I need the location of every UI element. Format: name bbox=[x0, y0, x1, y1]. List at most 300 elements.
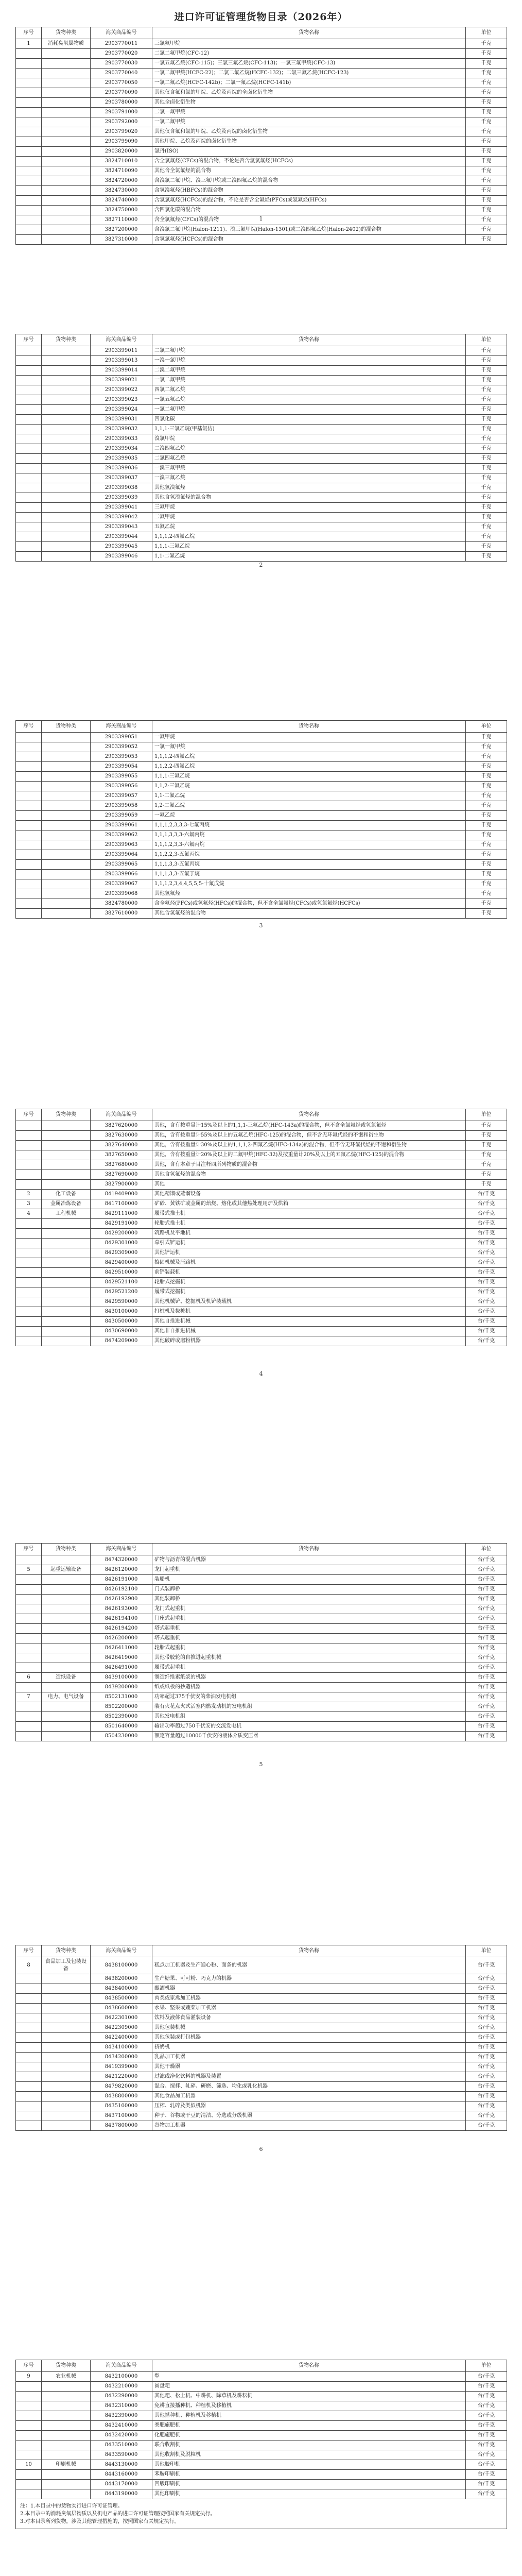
unit-cell: 千克 bbox=[466, 1180, 507, 1190]
column-header: 海关商品编号 bbox=[91, 334, 152, 346]
category-cell bbox=[42, 1278, 91, 1287]
unit-cell: 台/千克 bbox=[466, 1994, 507, 2004]
unit-cell: 台/千克 bbox=[466, 1957, 507, 1974]
hs-code-cell: 8426194200 bbox=[91, 1624, 152, 1634]
seq-cell bbox=[16, 1160, 42, 1170]
unit-cell: 千克 bbox=[466, 909, 507, 919]
seq-cell bbox=[16, 1555, 42, 1565]
table-row bbox=[16, 879, 507, 889]
table-row bbox=[16, 1663, 507, 1673]
category-cell bbox=[42, 1268, 91, 1278]
unit-cell: 千克 bbox=[466, 39, 507, 49]
unit-cell: 千克 bbox=[466, 186, 507, 196]
table-row bbox=[16, 59, 507, 69]
seq-cell bbox=[16, 2033, 42, 2043]
goods-name-cell: 1,1,1,3,3,3-六氟丙烷 bbox=[152, 831, 466, 840]
notes-row bbox=[16, 2499, 507, 2529]
table-row bbox=[16, 2450, 507, 2460]
seq-cell: 9 bbox=[16, 2372, 42, 2382]
goods-name-cell: 挤奶机 bbox=[152, 2043, 466, 2053]
goods-name-cell: 二氟甲烷 bbox=[152, 513, 466, 522]
goods-name-cell: 1,1,1,2-四氟乙烷 bbox=[152, 752, 466, 762]
seq-cell bbox=[16, 166, 42, 176]
table-row bbox=[16, 2382, 507, 2392]
unit-cell: 千克 bbox=[466, 59, 507, 69]
table-row bbox=[16, 821, 507, 831]
unit-cell: 台/千克 bbox=[466, 2411, 507, 2421]
seq-cell bbox=[16, 2421, 42, 2431]
hs-code-cell: 3824710010 bbox=[91, 157, 152, 166]
unit-cell: 千克 bbox=[466, 78, 507, 88]
category-cell bbox=[42, 225, 91, 235]
category-cell bbox=[42, 2004, 91, 2013]
category-cell bbox=[42, 454, 91, 464]
hs-code-cell: 8426419000 bbox=[91, 1653, 152, 1663]
catalog-sheet bbox=[15, 1543, 507, 1741]
hs-code-cell: 2903770050 bbox=[91, 78, 152, 88]
category-cell bbox=[42, 1614, 91, 1624]
hs-code-cell: 8439100000 bbox=[91, 1673, 152, 1683]
goods-name-cell: 一溴一氯甲烷 bbox=[152, 356, 466, 366]
category-cell bbox=[42, 1974, 91, 1984]
hs-code-cell: 8426192100 bbox=[91, 1585, 152, 1595]
table-row bbox=[16, 2111, 507, 2121]
category-cell bbox=[42, 385, 91, 395]
category-cell bbox=[42, 1595, 91, 1604]
goods-name-cell: 一氯五氟乙烷(CFC-115)；三氯三氟乙烷(CFC-113)；一氯三氟甲烷(CFC-13) bbox=[152, 59, 466, 69]
goods-name-cell: 免耕直接播种机、种植机及移植机 bbox=[152, 2401, 466, 2411]
table-row bbox=[16, 1673, 507, 1683]
goods-name-cell: 犁 bbox=[152, 2372, 466, 2382]
seq-cell bbox=[16, 2411, 42, 2421]
category-cell bbox=[42, 49, 91, 59]
unit-cell: 千克 bbox=[466, 425, 507, 434]
goods-name-cell: 1,1,1,2-四氟乙烷 bbox=[152, 532, 466, 542]
unit-cell: 台/千克 bbox=[466, 2480, 507, 2489]
unit-cell: 千克 bbox=[466, 473, 507, 483]
category-cell bbox=[42, 782, 91, 791]
catalog-table bbox=[15, 1945, 507, 2131]
seq-cell bbox=[16, 464, 42, 473]
table-row bbox=[16, 385, 507, 395]
hs-code-cell: 8438500000 bbox=[91, 1994, 152, 2004]
hs-code-cell: 3827690000 bbox=[91, 1170, 152, 1180]
hs-code-cell: 8426120000 bbox=[91, 1565, 152, 1575]
hs-code-cell: 8429309000 bbox=[91, 1248, 152, 1258]
unit-cell: 台/千克 bbox=[466, 1248, 507, 1258]
category-cell bbox=[42, 762, 91, 772]
goods-name-cell: 其他带胶轮的自推进起重机械 bbox=[152, 1653, 466, 1663]
hs-code-cell: 3824720000 bbox=[91, 176, 152, 186]
seq-cell bbox=[16, 1327, 42, 1336]
category-cell bbox=[42, 176, 91, 186]
category-cell bbox=[42, 1994, 91, 2004]
category-cell bbox=[42, 801, 91, 811]
hs-code-cell: 2903399042 bbox=[91, 513, 152, 522]
table-row bbox=[16, 831, 507, 840]
category-cell bbox=[42, 1327, 91, 1336]
table-row bbox=[16, 1624, 507, 1634]
hs-code-cell: 2903820000 bbox=[91, 147, 152, 157]
category-cell bbox=[42, 2392, 91, 2401]
category-cell bbox=[42, 870, 91, 879]
goods-name-cell: 一氯二氟甲烷 bbox=[152, 376, 466, 385]
goods-name-cell: 一溴三氟甲烷 bbox=[152, 464, 466, 473]
hs-code-cell: 8422400000 bbox=[91, 2033, 152, 2043]
hs-code-cell: 3827620000 bbox=[91, 1121, 152, 1131]
category-cell bbox=[42, 2092, 91, 2102]
category-cell bbox=[42, 831, 91, 840]
table-row bbox=[16, 473, 507, 483]
category-cell: 电力、电气设备 bbox=[42, 1692, 91, 1702]
unit-cell: 千克 bbox=[466, 811, 507, 821]
unit-cell: 台/千克 bbox=[466, 2082, 507, 2092]
category-cell bbox=[42, 2401, 91, 2411]
hs-code-cell: 2903399055 bbox=[91, 772, 152, 782]
hs-code-cell: 8432210000 bbox=[91, 2382, 152, 2392]
unit-cell: 台/千克 bbox=[466, 1199, 507, 1209]
unit-cell: 千克 bbox=[466, 1170, 507, 1180]
unit-cell: 千克 bbox=[466, 870, 507, 879]
goods-name-cell: 矿砂、黄铁矿或金属的焙烧、熔化或其他热处理用炉及烘箱 bbox=[152, 1199, 466, 1209]
category-cell bbox=[42, 2411, 91, 2421]
notes-cell bbox=[16, 2499, 507, 2529]
table-row bbox=[16, 1258, 507, 1268]
goods-name-cell: 履带式挖掘机 bbox=[152, 1287, 466, 1297]
hs-code-cell: 2903399038 bbox=[91, 483, 152, 493]
category-cell: 工程机械 bbox=[42, 1209, 91, 1219]
table-row bbox=[16, 522, 507, 532]
table-row bbox=[16, 444, 507, 454]
goods-name-cell: 其他机械铲、挖掘机及机铲装载机 bbox=[152, 1297, 466, 1307]
seq-cell bbox=[16, 1683, 42, 1692]
goods-name-cell: 纸或纸板的抄造机器 bbox=[152, 1683, 466, 1692]
table-row bbox=[16, 235, 507, 245]
goods-name-cell: 生产糖果、可可粉、巧克力的机器 bbox=[152, 1974, 466, 1984]
hs-code-cell: 8474320000 bbox=[91, 1555, 152, 1565]
hs-code-cell: 8422309000 bbox=[91, 2023, 152, 2033]
catalog-table bbox=[15, 720, 507, 919]
goods-name-cell: 其他包装或打包机器 bbox=[152, 2033, 466, 2043]
hs-code-cell: 8429521200 bbox=[91, 1287, 152, 1297]
goods-name-cell: 制造纤维素纸浆的机器 bbox=[152, 1673, 466, 1683]
unit-cell: 台/千克 bbox=[466, 1624, 507, 1634]
table-row bbox=[16, 49, 507, 59]
category-cell bbox=[42, 2382, 91, 2392]
hs-code-cell: 2903399057 bbox=[91, 791, 152, 801]
hs-code-cell: 2903399067 bbox=[91, 879, 152, 889]
goods-name-cell: 捣固机械及压路机 bbox=[152, 1258, 466, 1268]
table-row bbox=[16, 1994, 507, 2004]
goods-name-cell: 输出功率超过750千伏安的交流发电机 bbox=[152, 1722, 466, 1732]
seq-cell bbox=[16, 1121, 42, 1131]
seq-cell bbox=[16, 870, 42, 879]
goods-name-cell: 其他含全氯氟烃的混合物 bbox=[152, 166, 466, 176]
unit-cell: 台/千克 bbox=[466, 2102, 507, 2111]
hs-code-cell: 2903399014 bbox=[91, 366, 152, 376]
goods-name-cell: 含溴氯二氟甲烷、溴三氟甲烷或二溴四氟乙烷的混合物 bbox=[152, 176, 466, 186]
category-cell bbox=[42, 1585, 91, 1595]
table-row bbox=[16, 483, 507, 493]
seq-cell bbox=[16, 733, 42, 742]
unit-cell: 台/千克 bbox=[466, 1595, 507, 1604]
category-cell bbox=[42, 1984, 91, 1994]
category-cell: 起重运输设备 bbox=[42, 1565, 91, 1575]
goods-name-cell: 打桩机及拔桩机 bbox=[152, 1307, 466, 1317]
goods-name-cell: 二溴二氟甲烷 bbox=[152, 366, 466, 376]
column-header: 海关商品编号 bbox=[91, 1945, 152, 1957]
page-number: 3 bbox=[259, 922, 263, 929]
hs-code-cell: 3827650000 bbox=[91, 1150, 152, 1160]
hs-code-cell: 2903399066 bbox=[91, 870, 152, 879]
unit-cell: 千克 bbox=[466, 385, 507, 395]
goods-name-cell: 其他播种机、种植机及移植机 bbox=[152, 2411, 466, 2421]
table-row bbox=[16, 1278, 507, 1287]
goods-name-cell: 肉类或家禽加工机器 bbox=[152, 1994, 466, 2004]
seq-cell bbox=[16, 405, 42, 415]
unit-cell: 台/千克 bbox=[466, 2470, 507, 2480]
unit-cell: 千克 bbox=[466, 542, 507, 552]
hs-code-cell: 2903799090 bbox=[91, 137, 152, 147]
table-row bbox=[16, 1555, 507, 1565]
table-row bbox=[16, 493, 507, 503]
unit-cell: 台/千克 bbox=[466, 2043, 507, 2053]
goods-name-cell: 一氯二氟甲烷 bbox=[152, 117, 466, 127]
table-row bbox=[16, 532, 507, 542]
unit-cell: 千克 bbox=[466, 503, 507, 513]
column-header: 单位 bbox=[466, 2360, 507, 2372]
goods-name-cell: 1,1,1,2,3,3-六氟丙烷 bbox=[152, 840, 466, 850]
table-row bbox=[16, 225, 507, 235]
table-row bbox=[16, 1239, 507, 1248]
table-row bbox=[16, 503, 507, 513]
seq-cell bbox=[16, 2102, 42, 2111]
goods-name-cell: 其他，含有本章子目注释四所列物质的混合物 bbox=[152, 1160, 466, 1170]
column-header: 单位 bbox=[466, 721, 507, 733]
table-header-row bbox=[16, 2360, 507, 2372]
seq-cell bbox=[16, 2082, 42, 2092]
hs-code-cell: 8426491000 bbox=[91, 1663, 152, 1673]
column-header: 序号 bbox=[16, 1109, 42, 1121]
table-row bbox=[16, 2480, 507, 2489]
category-cell bbox=[42, 464, 91, 473]
seq-cell bbox=[16, 206, 42, 215]
hs-code-cell: 8438100000 bbox=[91, 1957, 152, 1974]
unit-cell: 台/千克 bbox=[466, 1732, 507, 1741]
seq-cell: 8 bbox=[16, 1957, 42, 1974]
category-cell bbox=[42, 532, 91, 542]
column-header: 货物种类 bbox=[42, 2360, 91, 2372]
unit-cell: 台/千克 bbox=[466, 2072, 507, 2082]
seq-cell bbox=[16, 2431, 42, 2441]
catalog-table bbox=[15, 1109, 507, 1346]
hs-code-cell: 3827640000 bbox=[91, 1141, 152, 1150]
table-row bbox=[16, 186, 507, 196]
unit-cell: 台/千克 bbox=[466, 1297, 507, 1307]
table-row bbox=[16, 1287, 507, 1297]
category-cell bbox=[42, 1258, 91, 1268]
seq-cell bbox=[16, 1614, 42, 1624]
table-row bbox=[16, 860, 507, 870]
unit-cell: 千克 bbox=[466, 782, 507, 791]
unit-cell: 台/千克 bbox=[466, 1190, 507, 1199]
seq-cell bbox=[16, 552, 42, 562]
category-cell bbox=[42, 425, 91, 434]
category-cell bbox=[42, 206, 91, 215]
goods-name-cell: 其他印刷机 bbox=[152, 2489, 466, 2499]
goods-name-cell: 一氯五氟乙烷 bbox=[152, 395, 466, 405]
category-cell bbox=[42, 1555, 91, 1565]
seq-cell bbox=[16, 1663, 42, 1673]
seq-cell bbox=[16, 1180, 42, 1190]
hs-code-cell: 2903770011 bbox=[91, 39, 152, 49]
unit-cell: 千克 bbox=[466, 1141, 507, 1150]
hs-code-cell: 3827610000 bbox=[91, 909, 152, 919]
unit-cell: 千克 bbox=[466, 742, 507, 752]
goods-name-cell: 水果、坚果或蔬菜加工机器 bbox=[152, 2004, 466, 2013]
category-cell bbox=[42, 2121, 91, 2131]
seq-cell bbox=[16, 2401, 42, 2411]
column-header: 序号 bbox=[16, 1945, 42, 1957]
seq-cell bbox=[16, 542, 42, 552]
category-cell bbox=[42, 88, 91, 98]
hs-code-cell: 2903791000 bbox=[91, 108, 152, 117]
goods-name-cell: 其他含氢溴氟烃的混合物 bbox=[152, 493, 466, 503]
unit-cell: 千克 bbox=[466, 493, 507, 503]
hs-code-cell: 2903399056 bbox=[91, 782, 152, 791]
goods-name-cell: 1,1,1-三氟乙烷 bbox=[152, 542, 466, 552]
seq-cell: 3 bbox=[16, 1199, 42, 1209]
seq-cell bbox=[16, 366, 42, 376]
unit-cell: 千克 bbox=[466, 127, 507, 137]
seq-cell bbox=[16, 1994, 42, 2004]
seq-cell bbox=[16, 831, 42, 840]
category-cell bbox=[42, 2470, 91, 2480]
category-cell bbox=[42, 1712, 91, 1722]
hs-code-cell: 8501640000 bbox=[91, 1722, 152, 1732]
category-cell bbox=[42, 821, 91, 831]
seq-cell bbox=[16, 2450, 42, 2460]
unit-cell: 台/千克 bbox=[466, 2004, 507, 2013]
unit-cell: 千克 bbox=[466, 235, 507, 245]
seq-cell bbox=[16, 425, 42, 434]
unit-cell: 台/千克 bbox=[466, 2053, 507, 2062]
goods-name-cell: 轮胎式起重机 bbox=[152, 1643, 466, 1653]
table-row bbox=[16, 811, 507, 821]
hs-code-cell: 8437800000 bbox=[91, 2121, 152, 2131]
seq-cell bbox=[16, 1229, 42, 1239]
hs-code-cell: 2903399037 bbox=[91, 473, 152, 483]
category-cell bbox=[42, 2441, 91, 2450]
goods-name-cell: 二氯四氟乙烷 bbox=[152, 454, 466, 464]
catalog-table bbox=[15, 1543, 507, 1741]
goods-name-cell: 氯丹(ISO) bbox=[152, 147, 466, 157]
table-row bbox=[16, 850, 507, 860]
goods-name-cell: 种子、谷物或干豆的清洁、分选或分级机器 bbox=[152, 2111, 466, 2121]
table-row bbox=[16, 733, 507, 742]
hs-code-cell: 2903399032 bbox=[91, 425, 152, 434]
goods-name-cell: 1,1,2,2,3-五氟丙烷 bbox=[152, 850, 466, 860]
seq-cell: 10 bbox=[16, 2460, 42, 2470]
unit-cell: 台/千克 bbox=[466, 1722, 507, 1732]
seq-cell bbox=[16, 1317, 42, 1327]
category-cell bbox=[42, 2102, 91, 2111]
category-cell: 印刷机械 bbox=[42, 2460, 91, 2470]
unit-cell: 千克 bbox=[466, 860, 507, 870]
table-row bbox=[16, 1209, 507, 1219]
hs-code-cell: 2903399039 bbox=[91, 493, 152, 503]
goods-name-cell: 粪肥施肥机 bbox=[152, 2421, 466, 2431]
goods-name-cell: 装有火花点火式活塞内燃发动机的发电机组 bbox=[152, 1702, 466, 1712]
goods-name-cell: 其他装卸桥 bbox=[152, 1595, 466, 1604]
goods-name-cell: 五氟乙烷 bbox=[152, 522, 466, 532]
category-cell bbox=[42, 2082, 91, 2092]
category-cell bbox=[42, 137, 91, 147]
hs-code-cell: 2903399054 bbox=[91, 762, 152, 772]
seq-cell bbox=[16, 1336, 42, 1346]
unit-cell: 台/千克 bbox=[466, 1974, 507, 1984]
hs-code-cell: 8430100000 bbox=[91, 1307, 152, 1317]
goods-name-cell: 额定容量超过10000千伏安的液体介质变压器 bbox=[152, 1732, 466, 1741]
table-header-row bbox=[16, 721, 507, 733]
table-row bbox=[16, 1653, 507, 1663]
seq-cell bbox=[16, 1732, 42, 1741]
category-cell: 农业机械 bbox=[42, 2372, 91, 2382]
hs-code-cell: 8422301000 bbox=[91, 2013, 152, 2023]
category-cell bbox=[42, 196, 91, 206]
seq-cell bbox=[16, 2072, 42, 2082]
table-row bbox=[16, 1297, 507, 1307]
category-cell bbox=[42, 2111, 91, 2121]
seq-cell bbox=[16, 2489, 42, 2499]
unit-cell: 千克 bbox=[466, 483, 507, 493]
seq-cell bbox=[16, 2053, 42, 2062]
column-header: 海关商品编号 bbox=[91, 1109, 152, 1121]
hs-code-cell: 2903399024 bbox=[91, 405, 152, 415]
table-row bbox=[16, 108, 507, 117]
seq-cell bbox=[16, 186, 42, 196]
unit-cell: 台/千克 bbox=[466, 1239, 507, 1248]
catalog-sheet bbox=[15, 27, 507, 245]
unit-cell: 千克 bbox=[466, 733, 507, 742]
goods-name-cell: 二溴四氟乙烷 bbox=[152, 444, 466, 454]
seq-cell bbox=[16, 1287, 42, 1297]
seq-cell bbox=[16, 1643, 42, 1653]
category-cell bbox=[42, 1575, 91, 1585]
category-cell bbox=[42, 98, 91, 108]
catalog-sheet bbox=[15, 334, 507, 562]
seq-cell bbox=[16, 2013, 42, 2023]
goods-name-cell: 牵引式铲运机 bbox=[152, 1239, 466, 1248]
hs-code-cell: 2903399034 bbox=[91, 444, 152, 454]
table-row bbox=[16, 2062, 507, 2072]
table-row bbox=[16, 1248, 507, 1258]
hs-code-cell: 8426411000 bbox=[91, 1643, 152, 1653]
table-row bbox=[16, 395, 507, 405]
unit-cell: 台/千克 bbox=[466, 1604, 507, 1614]
unit-cell: 台/千克 bbox=[466, 1287, 507, 1297]
table-row bbox=[16, 1575, 507, 1585]
unit-cell: 台/千克 bbox=[466, 1278, 507, 1287]
page-number: 6 bbox=[259, 2146, 263, 2153]
seq-cell bbox=[16, 889, 42, 899]
category-cell bbox=[42, 742, 91, 752]
seq-cell bbox=[16, 1604, 42, 1614]
seq-cell: 1 bbox=[16, 39, 42, 49]
seq-cell bbox=[16, 1712, 42, 1722]
category-cell bbox=[42, 2489, 91, 2499]
category-cell bbox=[42, 513, 91, 522]
